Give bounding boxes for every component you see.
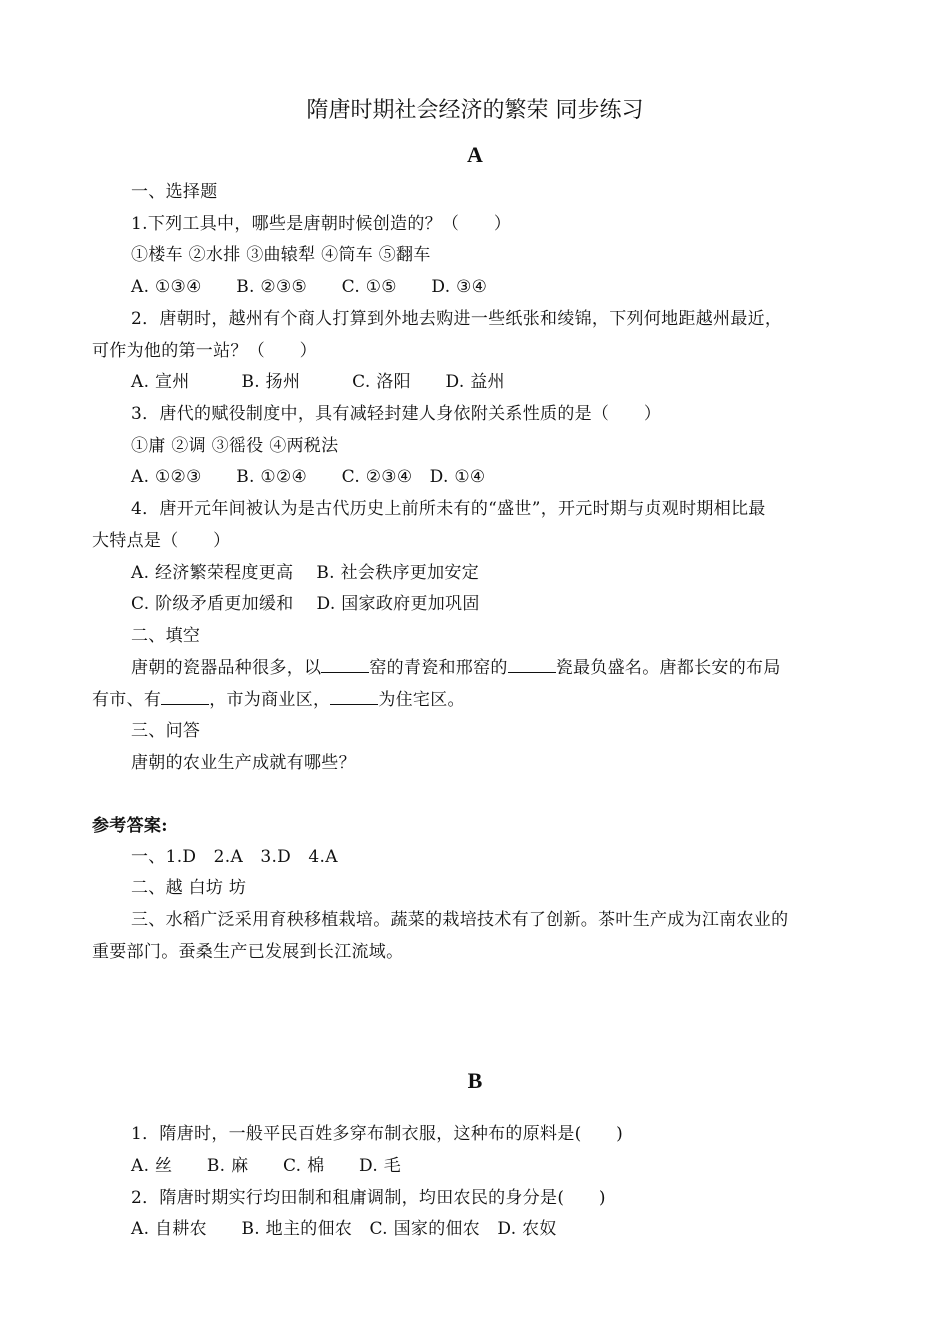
fill-text: 为住宅区。 [378, 690, 465, 710]
fill-text: ，市为商业区， [209, 690, 331, 710]
fill-text: 唐朝的瓷器品种很多，以 [131, 658, 322, 678]
answer-blank [321, 656, 369, 673]
part-b-question-2: 2．隋唐时期实行均田制和租庸调制，均田农民的身分是( ) [131, 1188, 606, 1208]
question-4-options-cd: C. 阶级矛盾更加缓和 D. 国家政府更加巩固 [131, 594, 480, 614]
answer-blank [330, 688, 378, 705]
answer-section-3-line-1: 三、水稻广泛采用育秧移植栽培。蔬菜的栽培技术有了创新。茶叶生产成为江南农业的 [131, 910, 789, 930]
fill-blank-line-1 [131, 656, 781, 680]
question-1-options: A. ①③④ B. ②③⑤ C. ①⑤ D. ③④ [131, 277, 488, 297]
question-2-line-2: 可作为他的第一站？（ ） [92, 341, 317, 361]
section-multiple-choice-heading: 一、选择题 [131, 182, 218, 202]
question-2-line-1: 2．唐朝时，越州有个商人打算到外地去购进一些纸张和绫锦，下列何地距越州最近， [131, 309, 783, 329]
answer-blank [161, 688, 209, 705]
fill-text: 有市、有 [92, 690, 162, 710]
part-b-question-1-options: A. 丝 B. 麻 C. 棉 D. 毛 [131, 1156, 402, 1176]
fill-text: 窑的青瓷和邢窑的 [369, 658, 508, 678]
question-4-options-ab: A. 经济繁荣程度更高 B. 社会秩序更加安定 [131, 563, 479, 583]
document-title: 隋唐时期社会经济的繁荣 同步练习 [306, 98, 644, 123]
question-4-line-1: 4．唐开元年间被认为是古代历史上前所未有的“盛世”，开元时期与贞观时期相比最 [131, 499, 766, 519]
section-essay-heading: 三、问答 [131, 721, 201, 741]
answer-section-2: 二、越 白坊 坊 [131, 878, 247, 898]
question-3-items: ①庸 ②调 ③徭役 ④两税法 [131, 436, 339, 456]
answer-blank [508, 656, 556, 673]
part-b-question-2-options: A. 自耕农 B. 地主的佃农 C. 国家的佃农 D. 农奴 [131, 1219, 557, 1239]
question-1: 1.下列工具中，哪些是唐朝时候创造的？（ ） [131, 214, 512, 234]
fill-text: 瓷最负盛名。唐都长安的布局 [555, 658, 781, 678]
answer-section-1: 一、1.D 2.A 3.D 4.A [131, 847, 338, 867]
answer-section-3-line-2: 重要部门。蚕桑生产已发展到长江流域。 [92, 942, 404, 962]
answers-heading: 参考答案: [92, 816, 168, 836]
part-a-heading: A [467, 142, 483, 167]
fill-blank-line-2 [92, 688, 465, 712]
question-3: 3．唐代的赋役制度中，具有减轻封建人身依附关系性质的是（ ） [131, 404, 662, 424]
question-2-options: A. 宣州 B. 扬州 C. 洛阳 D. 益州 [131, 372, 505, 392]
question-3-options: A. ①②③ B. ①②④ C. ②③④ D. ①④ [131, 467, 486, 487]
essay-question: 唐朝的农业生产成就有哪些？ [131, 753, 356, 773]
part-b-heading: B [467, 1068, 483, 1093]
part-b-question-1: 1．隋唐时，一般平民百姓多穿布制衣服，这种布的原料是( ) [131, 1124, 624, 1144]
question-1-items: ①楼车 ②水排 ③曲辕犁 ④筒车 ⑤翻车 [131, 245, 431, 265]
question-4-line-2: 大特点是（ ） [92, 531, 231, 551]
section-fill-blank-heading: 二、填空 [131, 626, 201, 646]
